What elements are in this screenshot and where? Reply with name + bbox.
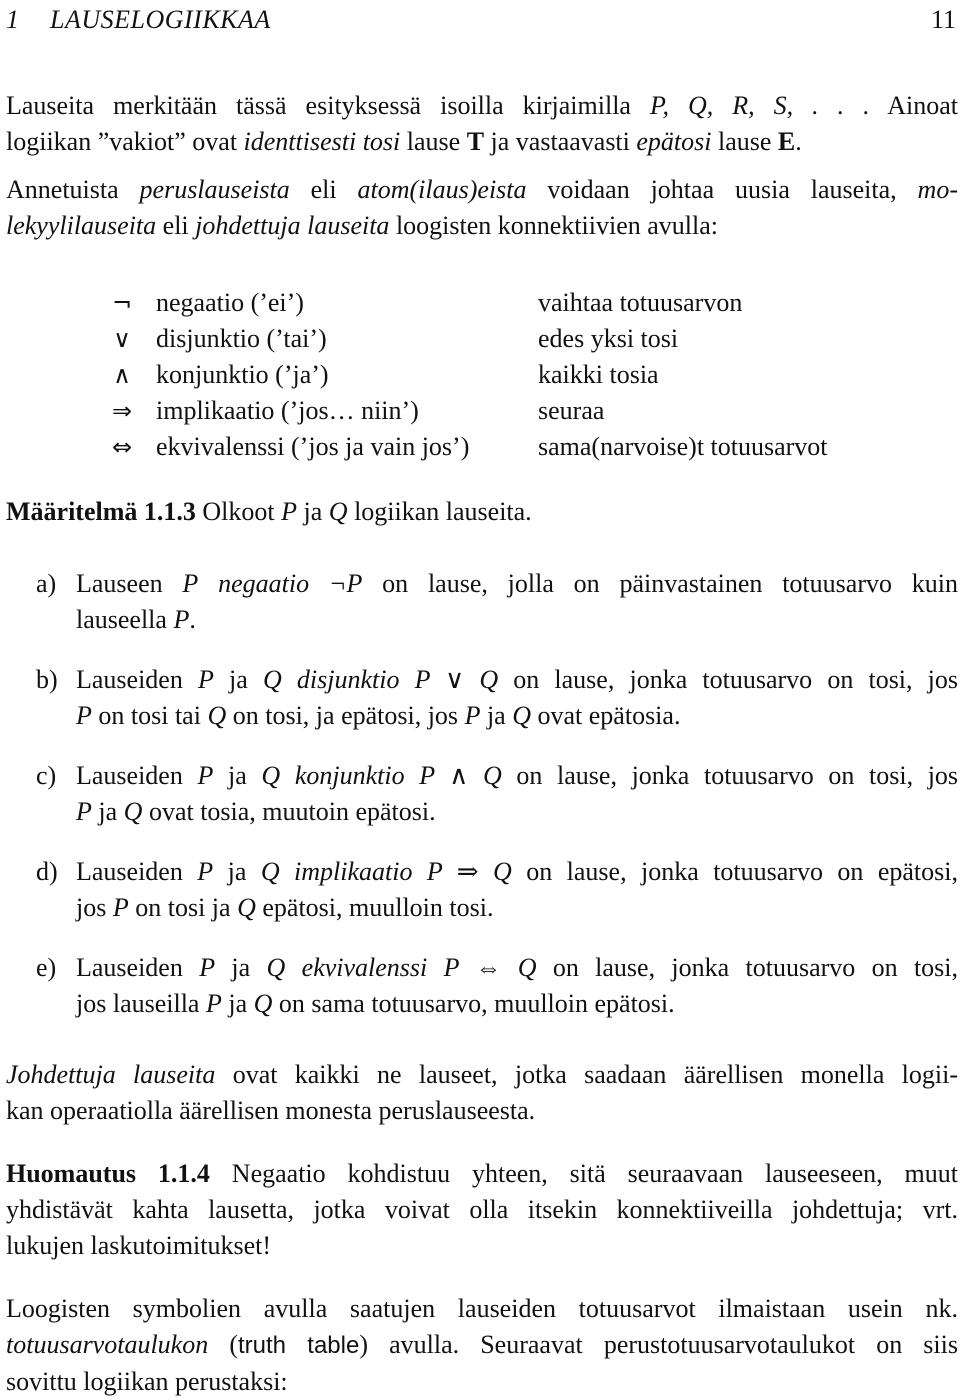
connective-name: implikaatio (’jos… niin’) — [156, 396, 419, 425]
connective-row — [6, 393, 906, 429]
connective-name: ekvivalenssi (’jos ja vain jos’) — [156, 432, 470, 461]
constant-false: E — [777, 127, 796, 156]
conjunction-icon: ∧ — [113, 361, 131, 389]
truth-table-paragraph: Loogisten symbolien avulla saatujen lauseiden totuusarvot ilmaistaan usein nk. totuusarvotaulukon (truth table) avulla. Seuraavat perustotuusarvotaulukot on siis sovittu logiikan perustaksi: — [6, 1294, 958, 1396]
connective-description: edes yksi tosi — [538, 324, 679, 353]
connectives-list — [6, 285, 906, 465]
constant-true: T — [466, 127, 485, 156]
formula: P ⇔ Q — [443, 953, 537, 982]
disjunction-icon: ∨ — [113, 325, 131, 353]
intro-line-2: logiikan ”vakiot” ovat identtisesti tosi lause T ja vastaavasti epätosi lause E. — [6, 127, 802, 156]
negation-icon: ¬ — [111, 289, 133, 317]
chapter-title: LAUSELOGIIKKAA — [50, 5, 271, 34]
implication-icon: ⇒ — [111, 397, 133, 425]
item-label: e) — [36, 953, 57, 982]
formula: P ∨ Q — [414, 665, 499, 694]
atoms-line-1: Annetuista peruslauseista eli atom(ilaus)eista voidaan johtaa uusia lauseita, mo- — [6, 175, 958, 204]
connective-row — [6, 429, 906, 465]
item-label: c) — [36, 761, 57, 790]
connective-row — [6, 321, 906, 357]
formula: P ⇒ Q — [426, 857, 512, 886]
connective-description: vaihtaa totuusarvon — [538, 288, 743, 317]
connective-name: disjunktio (’tai’) — [156, 324, 327, 353]
item-label: b) — [36, 665, 58, 694]
running-header — [6, 2, 960, 38]
connective-description: seuraa — [538, 396, 605, 425]
equivalence-icon: ⇔ — [111, 433, 133, 461]
connective-name: negaatio (’ei’) — [156, 288, 304, 317]
chapter-number: 1 — [6, 5, 19, 34]
intro-paragraph — [6, 88, 958, 160]
definition-label: Määritelmä 1.1.3 — [6, 497, 196, 526]
connective-row — [6, 357, 906, 393]
derived-paragraph: Johdettuja lauseita ovat kaikki ne lauseet, jotka saadaan äärellisen monella logii- kan operaatiolla äärellisen monesta peruslauseesta. — [6, 1060, 958, 1125]
intro-line-1: Lauseita merkitään tässä esityksessä isoilla kirjaimilla P, Q, R, S, . . . Ainoat — [6, 91, 958, 120]
remark: Huomautus 1.1.4 Negaatio kohdistuu yhteen, sitä seuraavaan lauseeseen, muut yhdistävät kahta lausetta, jotka voivat olla itsekin konnektiiveilla johdettuja; vrt. lukujen laskutoimitukset! — [6, 1159, 958, 1260]
page-number: 11 — [930, 5, 956, 34]
connective-row — [6, 285, 906, 321]
formula: ¬P — [328, 569, 363, 598]
remark-label: Huomautus 1.1.4 — [6, 1159, 210, 1188]
connective-name: konjunktio (’ja’) — [156, 360, 329, 389]
definition: Määritelmä 1.1.3 Olkoot P ja Q logiikan lauseita. — [6, 497, 532, 526]
connective-description: sama(narvoise)t totuusarvot — [538, 432, 828, 461]
formula: P ∧ Q — [419, 761, 502, 790]
item-label: a) — [36, 569, 57, 598]
atoms-paragraph — [6, 172, 958, 244]
variable-list: P, Q, R, S, . . . — [649, 91, 870, 120]
atoms-line-2: lekyylilauseita eli johdettuja lauseita loogisten konnektiivien avulla: — [6, 211, 718, 240]
connective-description: kaikki tosia — [538, 360, 659, 389]
item-label: d) — [36, 857, 58, 886]
